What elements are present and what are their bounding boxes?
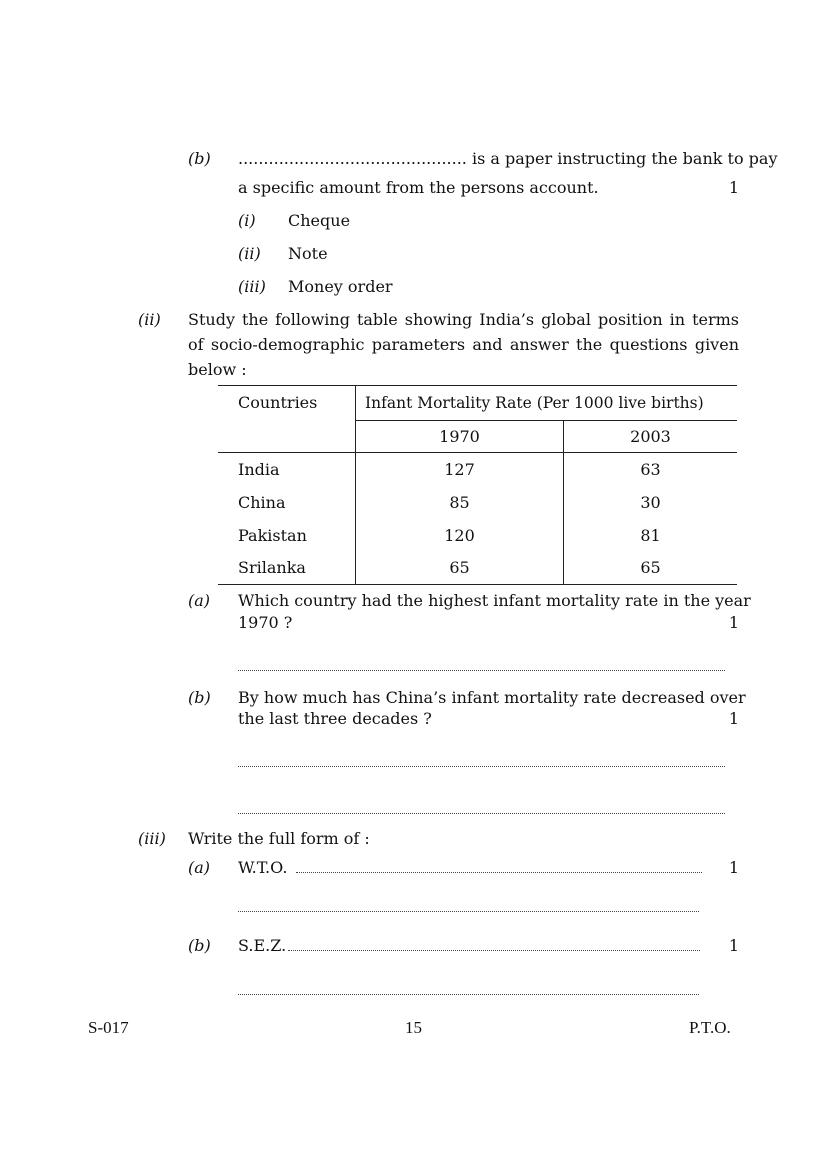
value-2003-cell: 81: [640, 525, 661, 545]
answer-line[interactable]: [238, 911, 699, 912]
question-ii-number: (ii): [138, 310, 161, 329]
header-year-1970: 1970: [356, 421, 564, 453]
country-cell: Pakistan: [218, 519, 356, 552]
sub-b-number: (b): [188, 936, 211, 955]
sub-b-number: (b): [188, 688, 211, 707]
answer-line[interactable]: [238, 670, 725, 671]
question-b-number: (b): [188, 149, 211, 168]
infant-mortality-table: [218, 385, 737, 585]
answer-line[interactable]: [238, 994, 699, 995]
value-2003-cell: 65: [564, 552, 738, 585]
sub-a-number: (a): [188, 858, 211, 877]
sub-a-line1: Which country had the highest infant mortality rate in the year: [238, 591, 751, 610]
value-1970-cell: 127: [356, 453, 564, 486]
option-number: (iii): [238, 277, 266, 296]
value-2003-cell: 30: [640, 492, 661, 512]
sub-b-line2: the last three decades ?: [238, 709, 432, 728]
header-mortality-rate: Infant Mortality Rate (Per 1000 live births): [356, 386, 738, 421]
option-number: (i): [238, 211, 256, 230]
question-b-mark: 1: [728, 178, 739, 197]
sub-a-mark: 1: [728, 613, 739, 632]
value-2003-cell: 63: [640, 459, 661, 479]
header-countries: Countries: [218, 386, 356, 453]
page-number: 15: [405, 1018, 422, 1037]
sez-label: S.E.Z.: [238, 936, 287, 955]
sub-b-line1: By how much has China’s infant mortality rate decreased over: [238, 688, 746, 707]
sub-b-mark: 1: [728, 709, 739, 728]
question-iii-number: (iii): [138, 829, 166, 848]
option-label: Money order: [288, 277, 393, 296]
answer-line[interactable]: [238, 813, 725, 814]
value-1970-cell: 120: [356, 519, 564, 552]
country-cell: Srilanka: [218, 552, 356, 585]
question-ii-line3: below :: [188, 360, 247, 379]
sub-a-line2: 1970 ?: [238, 613, 293, 632]
wto-answer-line[interactable]: [296, 872, 702, 873]
header-year-2003: 2003: [564, 421, 738, 453]
question-iii-text: Write the full form of :: [188, 829, 370, 848]
question-ii-line2: of socio-demographic parameters and answer the questions given: [188, 335, 739, 354]
table-row: [218, 552, 737, 585]
sub-a-number: (a): [188, 591, 211, 610]
question-b-line2: a specific amount from the persons account.: [238, 178, 599, 197]
country-cell: India: [218, 453, 356, 486]
sez-answer-line[interactable]: [288, 950, 700, 951]
table-row: [218, 486, 737, 519]
wto-mark: 1: [728, 858, 739, 877]
wto-label: W.T.O.: [238, 858, 288, 877]
answer-line[interactable]: [238, 766, 725, 767]
value-1970-cell: 85: [356, 486, 564, 519]
question-b-line1: ............................................. is a paper instructing the bank to pay: [238, 149, 778, 168]
country-cell: China: [218, 486, 356, 519]
value-1970-cell: 65: [356, 552, 564, 585]
sez-mark: 1: [728, 936, 739, 955]
pto-label: P.T.O.: [689, 1018, 731, 1037]
table-row: [218, 453, 737, 486]
paper-code: S-017: [88, 1018, 129, 1037]
option-label: Note: [288, 244, 328, 263]
table-row: [218, 519, 737, 552]
option-number: (ii): [238, 244, 261, 263]
question-ii-line1: Study the following table showing India’s global position in terms: [188, 310, 739, 329]
option-label: Cheque: [288, 211, 351, 230]
